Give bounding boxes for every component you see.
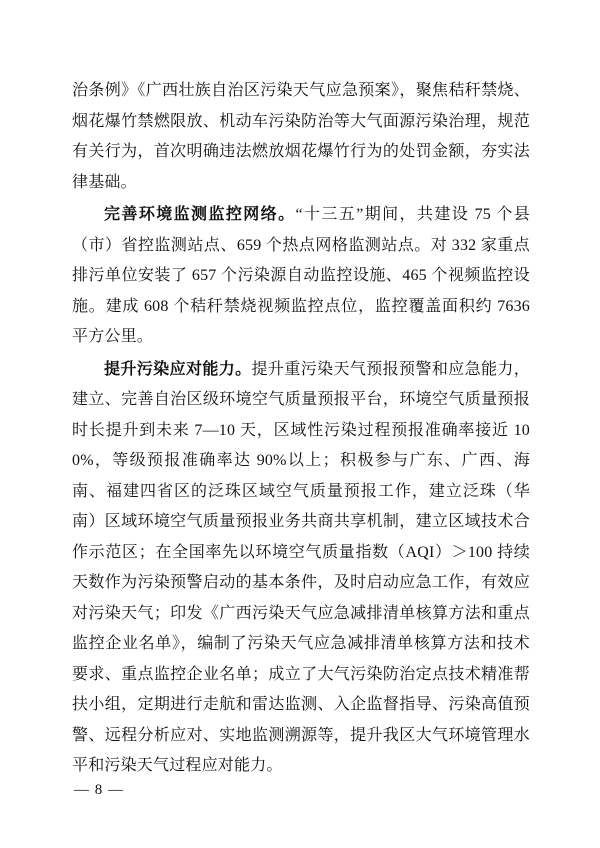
paragraph-pollution-response <box>72 355 530 782</box>
paragraph-monitoring-network-lead: 完善环境监测监控网络。 <box>104 206 296 223</box>
paragraph-monitoring-network-text: “十三五”期间，共建设 75 个县（市）省控监测站点、659 个热点网格监测站点。对 332 家重点排污单位安装了 657 个污染源自动监控设施、465 个视频监控设施。建成 608 个秸秆禁烧视频监控点位，监控覆盖面积约 7636 平方公里。 <box>72 206 530 345</box>
document-body <box>72 76 530 782</box>
paragraph-monitoring-network <box>72 200 530 353</box>
paragraph-pollution-response-text: 提升重污染天气预报预警和应急能力，建立、完善自治区级环境空气质量预报平台，环境空气质量预报时长提升到未来 7—10 天，区域性污染过程预报准确率接近 100%，等级预报准确率达 90%以上；积极参与广东、广西、海南、福建四省区的泛珠区域空气质量预报工作，建立泛珠（华南）区域环境空气质量预报业务共商共享机制，建立区域技术合作示范区；在全国率先以环境空气质量指数（AQI）＞100 持续天数作为污染预警启动的基本条件，及时启动应急工作，有效应对污染天气；印发《广西污染天气应急减排清单核算方法和重点监控企业名单》，编制了污染天气应急减排清单核算方法和技术要求、重点监控企业名单；成立了大气污染防治定点技术精准帮扶小组，定期进行走航和雷达监测、入企监督指导、污染高值预警、远程分析应对、实地监测溯源等，提升我区大气环境管理水平和污染天气过程应对能力。 <box>72 360 530 774</box>
paragraph-continuation-text: 治条例》《广西壮族自治区污染天气应急预案》，聚焦秸秆禁烧、烟花爆竹禁燃限放、机动车污染防治等大气面源污染治理，规范有关行为，首次明确违法燃放烟花爆竹行为的处罚金额，夯实法律基础。 <box>72 82 530 191</box>
page-number: — 8 — <box>74 782 124 798</box>
paragraph-continuation <box>72 76 530 198</box>
paragraph-pollution-response-lead: 提升污染应对能力。 <box>104 360 252 378</box>
